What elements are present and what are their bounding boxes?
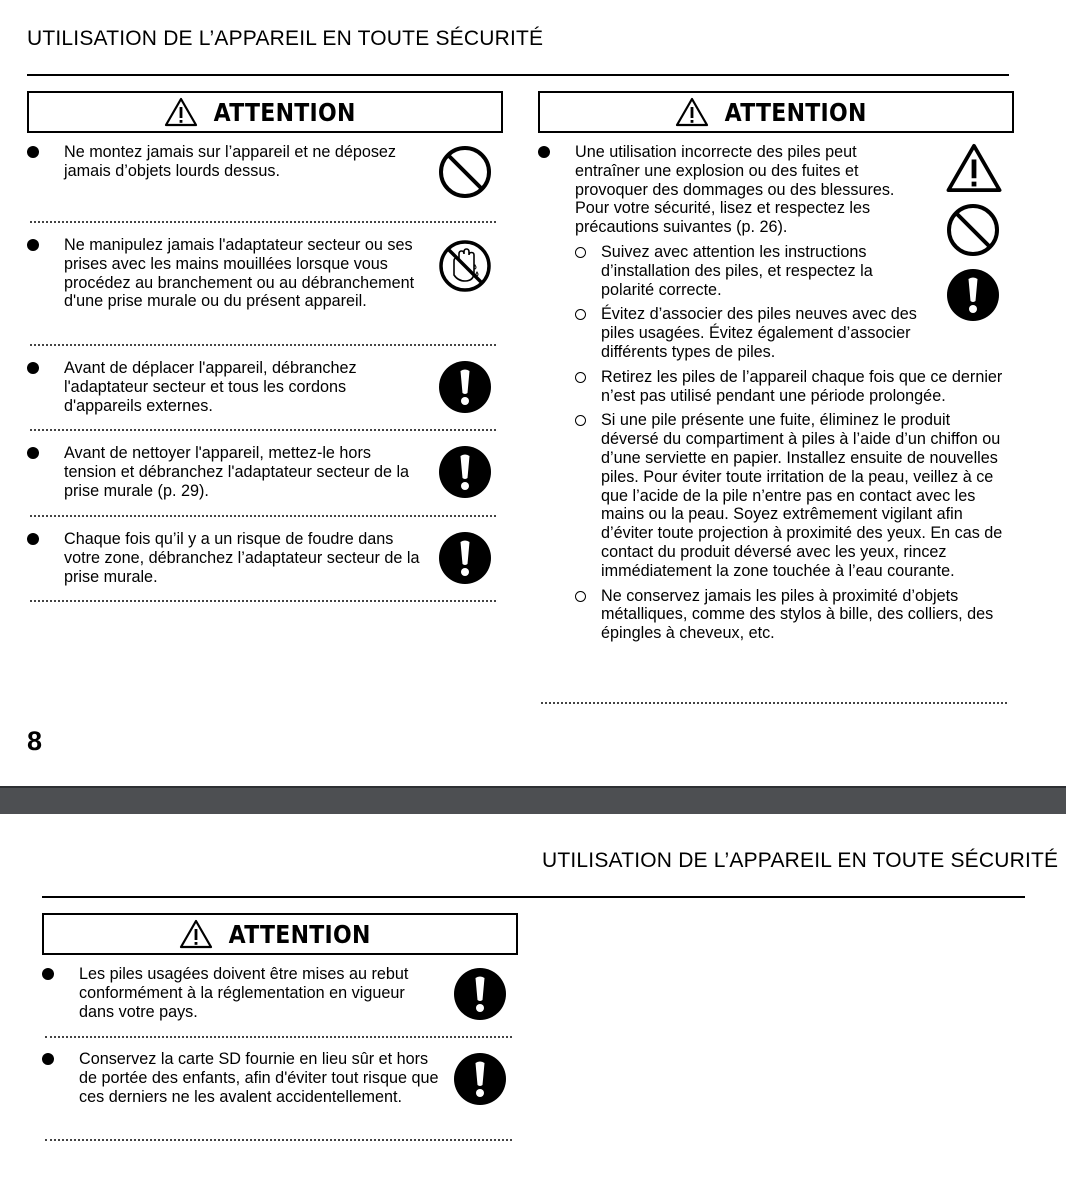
sub-item-text: Suivez avec attention les instructions d’installation des piles, et respectez la polarité correcte. [601, 242, 873, 299]
bullet [42, 968, 54, 980]
list-item [538, 143, 918, 237]
dotted-separator [30, 429, 496, 431]
warning-triangle-icon [179, 919, 213, 949]
open-circle-bullet [575, 415, 586, 426]
left-column [27, 91, 503, 133]
bullet [27, 447, 39, 459]
page-number: 8 [27, 726, 43, 756]
sub-item-text: Si une pile présente une fuite, éliminez le produit déversé du compartiment à piles à l’aide d’un chiffon ou d’une serviette en papier. Installez ensuite de nouvelles piles. Pour éviter toute irritation de la peau, veillez à ce que l’acide de la pile n’entre pas en contact avec les mains ou la peau. Soyez extrêmement vigilant afin d’éviter toute projection à proximité des yeux. En cas de contact du produit déversé avec les yeux, rincez immédiatement la zone touchée à l’eau courante. [601, 411, 1003, 580]
page-header-title: UTILISATION DE L’APPAREIL EN TOUTE SÉCURITÉ [27, 27, 544, 50]
prohibited-icon [946, 203, 1000, 257]
sub-item [538, 411, 1010, 580]
attention-banner [538, 91, 1014, 133]
open-circle-bullet [575, 591, 586, 602]
dotted-separator [45, 1036, 512, 1038]
dotted-separator [30, 344, 496, 346]
dotted-separator [30, 221, 496, 223]
dotted-separator [30, 515, 496, 517]
open-circle-bullet [575, 247, 586, 258]
bullet [42, 1053, 54, 1065]
item-text: Chaque fois qu’il y a un risque de foudre dans votre zone, débranchez l’adaptateur secteur de la prise murale. [64, 530, 420, 586]
bullet [27, 533, 39, 545]
right-column [538, 91, 1014, 133]
bullet [27, 362, 39, 374]
mandatory-exclamation-icon [946, 268, 1000, 322]
warning-triangle-icon [945, 142, 1003, 194]
sub-item-text: Retirez les piles de l’appareil chaque fois que ce dernier n’est pas utilisé pendant une période prolongée. [601, 367, 1003, 405]
sub-item [538, 587, 1010, 643]
bullet [27, 239, 39, 251]
bottom-column [42, 913, 518, 955]
open-circle-bullet [575, 372, 586, 383]
mandatory-exclamation-icon [438, 531, 492, 585]
sub-item [538, 243, 898, 299]
battery-precautions [538, 143, 1010, 643]
sub-item-text: Évitez d’associer des piles neuves avec des piles usagées. Évitez également d’associer différents types de piles. [601, 305, 917, 361]
dotted-separator [30, 600, 496, 602]
page-divider [0, 786, 1066, 814]
sub-item [538, 368, 1010, 406]
list-item [27, 143, 427, 181]
prohibited-icon [438, 145, 492, 199]
page-header-title: UTILISATION DE L’APPAREIL EN TOUTE SÉCURITÉ [542, 849, 1059, 872]
sub-item-text: Ne conservez jamais les piles à proximité d’objets métalliques, comme des stylos à bille, des colliers, des épingles à cheveux, etc. [601, 586, 994, 643]
warning-triangle-icon [164, 97, 198, 127]
attention-label: ATTENTION [725, 97, 867, 127]
list-item [27, 444, 427, 500]
item-text: Ne montez jamais sur l’appareil et ne déposez jamais d’objets lourds dessus. [64, 143, 397, 180]
open-circle-bullet [575, 309, 586, 320]
mandatory-exclamation-icon [438, 445, 492, 499]
header-rule [27, 74, 1009, 76]
sub-item [538, 305, 938, 361]
list-item [42, 965, 444, 1021]
item-text: Conservez la carte SD fournie en lieu sûr et hors de portée des enfants, afin d'éviter tout risque que ces derniers ne les avalent accidentellement. [79, 1050, 439, 1106]
item-text: Ne manipulez jamais l'adaptateur secteur ou ses prises avec les mains mouillées lorsque vous procédez au branchement ou au débranchement d'une prise murale ou du présent appareil. [64, 236, 415, 311]
item-text: Avant de déplacer l'appareil, débranchez l'adaptateur secteur et tous les cordons d'appareils externes. [64, 359, 357, 415]
list-item [27, 530, 427, 586]
attention-label: ATTENTION [229, 919, 371, 949]
item-text: Les piles usagées doivent être mises au rebut conformément à la réglementation en vigueur dans votre pays. [79, 965, 409, 1021]
list-item [27, 236, 427, 311]
list-item [27, 359, 427, 415]
header-rule [42, 896, 1025, 898]
bullet [538, 146, 550, 158]
attention-banner [42, 913, 518, 955]
dotted-separator [45, 1139, 512, 1141]
item-text: Une utilisation incorrecte des piles peut entraîner une explosion ou des fuites et provoquer des dommages ou des blessures. Pour votre sécurité, lisez et respectez les précautions suivantes (p. 26). [575, 143, 895, 237]
list-item [42, 1050, 444, 1106]
mandatory-exclamation-icon [438, 360, 492, 414]
attention-label: ATTENTION [214, 97, 356, 127]
mandatory-exclamation-icon [453, 1052, 507, 1106]
item-text: Avant de nettoyer l'appareil, mettez-le hors tension et débranchez l'adaptateur secteur de la prise murale (p. 29). [64, 444, 410, 500]
no-wet-hands-icon [438, 239, 492, 293]
attention-banner [27, 91, 503, 133]
bullet [27, 146, 39, 158]
warning-triangle-icon [675, 97, 709, 127]
mandatory-exclamation-icon [453, 967, 507, 1021]
dotted-separator [541, 702, 1007, 704]
